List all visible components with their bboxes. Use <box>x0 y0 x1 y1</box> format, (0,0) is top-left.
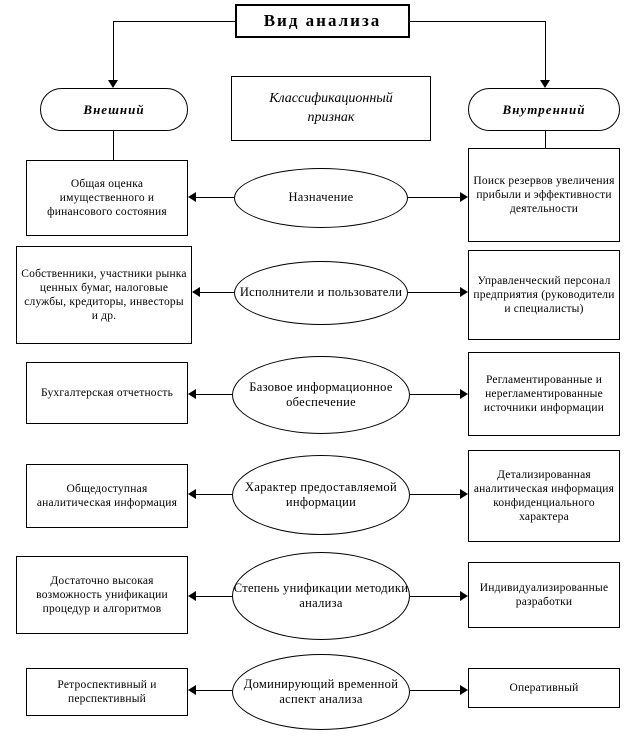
title-right-arrowhead <box>540 80 550 88</box>
row1-right-connector <box>408 197 460 198</box>
row2-left-arrowhead <box>192 287 200 297</box>
criterion-oval-2 <box>234 261 408 325</box>
row5-left-connector <box>196 596 232 597</box>
external-box-2 <box>16 246 192 344</box>
row4-left-arrowhead <box>188 489 196 499</box>
criterion-label-4: Характер предоставляемой информации <box>245 479 397 509</box>
left-spine <box>113 131 114 160</box>
row1-right-arrowhead <box>460 192 468 202</box>
diagram-title <box>235 4 410 38</box>
row6-left-connector <box>196 690 232 691</box>
external-box-3 <box>26 362 188 424</box>
internal-label-1: Поиск резервов увеличения прибыли и эффективности деятельности <box>473 174 615 215</box>
title-left-arrowhead <box>108 80 118 88</box>
title-right-down <box>545 21 546 83</box>
criterion-label-1: Назначение <box>288 190 354 205</box>
left-column-head <box>40 88 188 131</box>
title-left-down <box>113 21 114 83</box>
right-spine <box>545 131 546 148</box>
diagram-title-label: Вид анализа <box>263 10 382 30</box>
row4-right-connector <box>410 494 460 495</box>
internal-box-1 <box>468 148 620 242</box>
row4-right-arrowhead <box>460 489 468 499</box>
internal-label-6: Оперативный <box>509 681 579 694</box>
row3-left-connector <box>196 394 232 395</box>
row6-right-arrowhead <box>460 685 468 695</box>
external-box-4 <box>26 464 188 528</box>
external-label-5: Достаточно высокая возможность унификации процедур и алгоритмов <box>36 574 168 615</box>
external-box-6 <box>26 668 188 716</box>
criterion-oval-4 <box>232 455 410 535</box>
external-label-4: Общедоступная аналитическая информация <box>36 482 178 509</box>
classification-head-line1: Классификационный <box>269 90 393 106</box>
criterion-label-5: Степень унификации методики анализа <box>233 580 409 610</box>
left-column-head-label: Внешний <box>83 101 145 117</box>
internal-box-3 <box>468 352 620 436</box>
row5-right-arrowhead <box>460 591 468 601</box>
external-label-3: Бухгалтерская отчетность <box>40 386 174 399</box>
internal-box-2 <box>468 250 620 340</box>
external-box-5 <box>16 556 188 634</box>
row6-right-connector <box>410 690 460 691</box>
internal-box-4 <box>468 450 620 542</box>
external-label-2: Собственники, участники рынка ценных бумаг, налоговые службы, кредиторы, инвесторы и др. <box>21 267 187 323</box>
title-right-hline <box>410 21 545 22</box>
external-box-1 <box>26 160 188 236</box>
classification-head-line2: признак <box>307 109 355 125</box>
internal-box-5 <box>468 562 620 628</box>
right-column-head-label: Внутренний <box>502 101 586 117</box>
row5-right-connector <box>410 596 460 597</box>
row1-left-arrowhead <box>188 192 196 202</box>
title-left-hline <box>113 21 235 22</box>
criterion-oval-5 <box>232 552 410 640</box>
internal-label-5: Индивидуализированные разработки <box>479 581 609 608</box>
criterion-oval-1 <box>234 168 408 228</box>
row5-left-arrowhead <box>188 591 196 601</box>
internal-label-3: Регламентированные и нерегламентированные источники информации <box>483 373 605 414</box>
row6-left-arrowhead <box>188 685 196 695</box>
criterion-oval-3 <box>232 356 410 434</box>
right-column-head <box>468 88 620 131</box>
row3-right-connector <box>410 394 460 395</box>
row1-left-connector <box>196 197 234 198</box>
classification-head <box>231 76 431 141</box>
internal-label-2: Управленческий персонал предприятия (руководители и специалисты) <box>473 274 615 315</box>
row2-right-arrowhead <box>460 287 468 297</box>
row2-right-connector <box>408 292 460 293</box>
row4-left-connector <box>196 494 232 495</box>
external-label-1: Общая оценка имущественного и финансового состояния <box>47 177 167 218</box>
external-label-6: Ретроспективный и перспективный <box>57 678 157 705</box>
row3-left-arrowhead <box>188 389 196 399</box>
internal-box-6 <box>468 668 620 708</box>
criterion-oval-6 <box>232 654 410 730</box>
criterion-label-6: Доминирующий временной аспект анализа <box>243 676 399 706</box>
criterion-label-3: Базовое информационное обеспечение <box>249 379 393 409</box>
criterion-label-2: Исполнители и пользователи <box>239 285 403 300</box>
row2-left-connector <box>200 292 234 293</box>
internal-label-4: Детализированная аналитическая информация конфиденциального характера <box>473 468 615 524</box>
row3-right-arrowhead <box>460 389 468 399</box>
